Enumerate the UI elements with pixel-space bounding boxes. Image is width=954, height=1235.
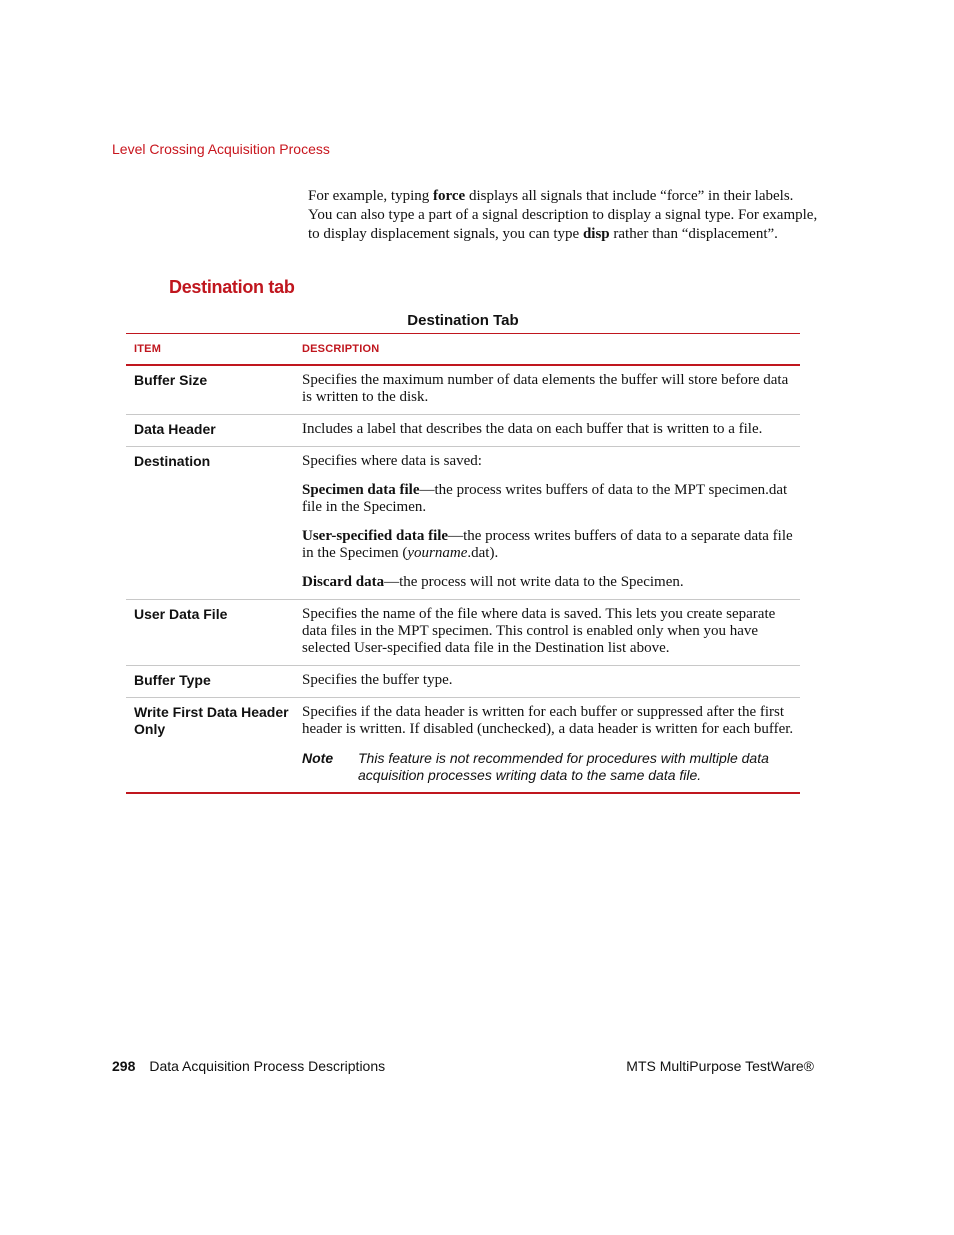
row-description (302, 421, 800, 438)
description-text: Specifies the maximum number of data elements the buffer will store before data is written to the disk. (302, 372, 789, 405)
option-italic: yourname (407, 545, 468, 561)
option-specimen-data-file (302, 482, 794, 516)
column-header-description: DESCRIPTION (302, 343, 380, 355)
intro-bold-disp: disp (582, 226, 610, 242)
row-item-label: Destination (134, 453, 211, 469)
row-description (302, 704, 800, 784)
table-row (126, 666, 800, 698)
note-text: This feature is not recommended for procedures with multiple data acquisition processes writing data to the same data file. (358, 750, 769, 783)
description-text: Specifies the buffer type. (302, 672, 453, 688)
intro-text-1: For example, typing (308, 188, 433, 204)
description-text: Specifies the name of the file where data is saved. This lets you create separate data files in the MPT specimen. This control is enabled only when you have selected User-specified data file in the Destination list above. (302, 606, 776, 656)
running-header: Level Crossing Acquisition Process (112, 141, 330, 157)
option-label: Specimen data file (302, 482, 420, 498)
row-description (302, 453, 800, 591)
row-description (302, 372, 800, 406)
row-item-label: Write First Data Header Only (134, 704, 289, 737)
destination-table (126, 333, 800, 794)
intro-paragraph (308, 187, 818, 244)
row-item-label: Buffer Type (134, 672, 211, 688)
column-header-item: ITEM (134, 343, 162, 355)
table-caption: Destination Tab (407, 312, 519, 329)
intro-text-2: displays all signals that include “force” in their labels. You can also type a part of a signal description to display a signal type. For example, to display displacement signals, you can type (308, 188, 818, 242)
description-text: Specifies where data is saved: (302, 453, 482, 469)
table-row (126, 415, 800, 447)
row-item-label: Data Header (134, 421, 216, 437)
note-label: Note (302, 750, 334, 766)
description-text: Specifies if the data header is written for each buffer or suppressed after the first header is written. If disabled (unchecked), a data header is written for each buffer. (302, 704, 794, 737)
row-description (302, 606, 800, 657)
row-item-label: User Data File (134, 606, 228, 622)
table-header-row (126, 334, 800, 366)
option-text-end: .dat). (467, 545, 499, 561)
option-text: —the process will not write data to the Specimen. (384, 574, 684, 590)
table-row (126, 698, 800, 792)
option-label: Discard data (302, 574, 385, 590)
intro-text-3: rather than “displacement”. (609, 226, 778, 242)
row-item-label: Buffer Size (134, 372, 208, 388)
chapter-title: Data Acquisition Process Descriptions (149, 1058, 386, 1074)
page-number: 298 (112, 1058, 136, 1074)
table-row (126, 447, 800, 600)
section-heading: Destination tab (169, 277, 295, 297)
option-user-specified-data-file (302, 528, 794, 562)
table-row (126, 600, 800, 666)
row-description (302, 672, 800, 689)
option-text: —the process writes buffers of data to the MPT specimen.dat file in the Specimen. (302, 482, 788, 515)
intro-bold-force: force (432, 188, 466, 204)
footer-left (112, 1058, 385, 1074)
option-label: User-specified data file (302, 528, 449, 544)
table-row (126, 366, 800, 415)
footer-product-name: MTS MultiPurpose TestWare® (626, 1058, 814, 1074)
option-discard-data (302, 574, 794, 591)
note-block (302, 750, 794, 784)
option-text: —the process writes buffers of data to a separate data file in the Specimen ( (302, 528, 793, 561)
description-text: Includes a label that describes the data on each buffer that is written to a file. (302, 421, 763, 437)
